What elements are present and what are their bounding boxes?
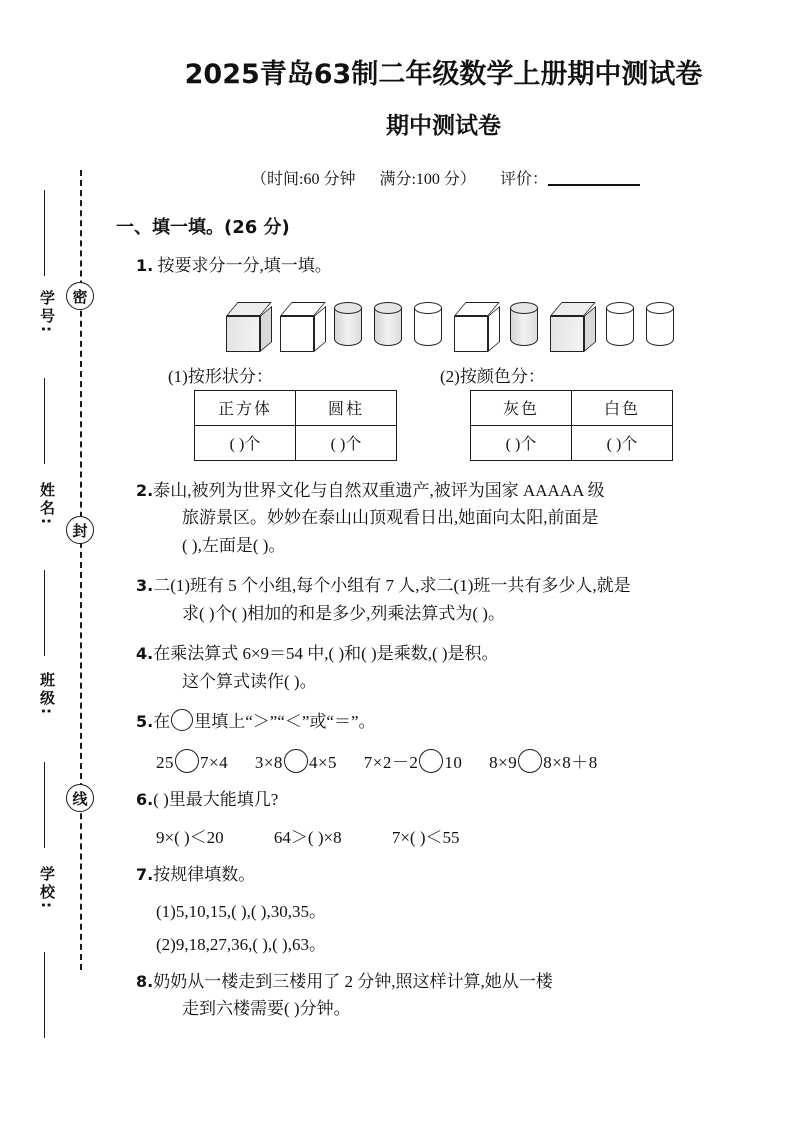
seal-char-feng: 封 [66, 516, 94, 544]
comparison-3-left: 7×2－2 [363, 752, 419, 772]
question-5-text-before: 在 [153, 712, 171, 732]
question-4 [110, 640, 807, 695]
solid-4-gray-cylinder [374, 302, 404, 352]
question-2-line-1: 泰山,被列为世界文化与自然双重遗产,被评为国家 AAAAA 级 [153, 480, 605, 500]
question-4-number: 4. [136, 644, 154, 664]
question-5-comparisons [110, 748, 807, 773]
question-6-blank-1[interactable]: 9×( )＜20 [156, 828, 224, 848]
exam-score-label: 满分:100 分） [379, 171, 476, 188]
table-row [195, 390, 397, 425]
solid-2-white-cube [280, 302, 326, 352]
exam-meta-line [110, 166, 807, 189]
question-1 [110, 252, 807, 280]
seal-field-class: 班级: [38, 672, 56, 717]
question-3-line-2[interactable]: 求( )个( )相加的和是多少,列乘法算式为( )。 [182, 603, 505, 623]
question-8-number: 8. [136, 971, 154, 991]
solid-5-white-cylinder [414, 302, 444, 352]
comparison-2-left: 3×8 [254, 752, 283, 772]
solids-illustration [110, 288, 807, 352]
question-7-text: 按规律填数。 [153, 865, 256, 885]
comparison-4-circle[interactable] [518, 749, 542, 773]
question-5-text-after: 里填上“＞”“＜”或“＝”。 [194, 712, 376, 732]
question-6-blank-3[interactable]: 7×( )＜55 [391, 828, 460, 848]
comparison-1-circle[interactable] [175, 749, 199, 773]
classification-table-by-shape [194, 390, 397, 461]
question-1-number: 1. [136, 256, 154, 275]
question-4-line-2[interactable]: 这个算式读作( )。 [182, 671, 317, 691]
paper-body [110, 0, 807, 1122]
shape-header-cube: 正方体 [195, 390, 296, 425]
question-2-line-3[interactable]: ( ),左面是( )。 [182, 535, 286, 555]
solid-1-gray-cube [226, 302, 272, 352]
question-1-sublabels [110, 362, 807, 386]
table-row [471, 425, 673, 460]
seal-rule-1 [44, 190, 45, 276]
seal-field-name: 姓名: [38, 482, 56, 527]
comparison-1-right: 7×4 [200, 752, 229, 772]
solid-7-gray-cylinder [510, 302, 540, 352]
question-8-line-1: 奶奶从一楼走到三楼用了 2 分钟,照这样计算,她从一楼 [153, 971, 553, 991]
question-5-number: 5. [136, 712, 154, 732]
question-4-line-1[interactable]: 在乘法算式 6×9＝54 中,( )和( )是乘数,( )是积。 [153, 644, 499, 664]
question-1-sub-a-label: (1)按形状分： [168, 366, 273, 386]
color-answer-gray[interactable]: ( )个 [471, 425, 572, 460]
seal-rule-5 [44, 952, 45, 1038]
comparison-4-right: 8×8＋8 [543, 752, 598, 772]
seal-char-xian: 线 [66, 784, 94, 812]
evaluation-label: 评价： [499, 171, 548, 188]
shape-header-cylinder: 圆柱 [296, 390, 397, 425]
exam-time-label: （时间:60 分钟 [251, 171, 356, 188]
question-2-line-2: 旅游景区。妙妙在泰山山顶观看日出,她面向太阳,前面是 [182, 508, 599, 528]
table-row [195, 425, 397, 460]
question-7-number: 7. [136, 865, 154, 885]
seal-char-mi: 密 [66, 282, 94, 310]
question-6-number: 6. [136, 789, 154, 809]
comparison-3[interactable] [364, 748, 463, 773]
question-3-line-1: 二(1)班有 5 个小组,每个小组有 7 人,求二(1)班一共有多少人,就是 [153, 576, 631, 596]
page-title: 2025青岛63制二年级数学上册期中测试卷 [184, 59, 703, 90]
evaluation-blank[interactable] [548, 170, 640, 186]
question-5 [110, 708, 807, 736]
comparison-2[interactable] [255, 749, 337, 773]
sealing-margin [0, 0, 110, 1122]
comparison-1[interactable] [156, 749, 228, 773]
seal-rule-3 [44, 570, 45, 656]
question-8 [110, 968, 807, 1023]
question-8-line-2[interactable]: 走到六楼需要( )分钟。 [182, 999, 351, 1019]
comparison-4[interactable] [489, 748, 598, 773]
page-subtitle: 期中测试卷 [386, 113, 501, 139]
seal-field-student-number: 学号: [38, 290, 56, 335]
seal-field-school: 学校: [38, 866, 56, 911]
question-1-sub-b-label: (2)按颜色分： [440, 366, 545, 386]
question-1-text: 按要求分一分,填一填。 [157, 256, 332, 275]
solid-3-gray-cylinder [334, 302, 364, 352]
comparison-2-right: 4×5 [308, 752, 338, 772]
color-header-gray: 灰色 [471, 390, 572, 425]
question-1-tables [110, 390, 807, 464]
question-6-blanks [110, 823, 807, 848]
question-7 [110, 861, 807, 889]
section-heading-fill-in: 一、填一填。(26 分) [116, 217, 290, 238]
solid-9-white-cylinder [606, 302, 636, 352]
seal-rule-2 [44, 378, 45, 464]
shape-answer-cube[interactable]: ( )个 [195, 425, 296, 460]
comparison-1-left: 25 [156, 752, 174, 772]
comparison-4-left: 8×9 [489, 752, 518, 772]
comparison-2-circle[interactable] [284, 749, 308, 773]
question-6-text: ( )里最大能填几? [153, 789, 279, 809]
comparison-3-circle[interactable] [419, 749, 443, 773]
comparison-3-right: 10 [444, 752, 463, 772]
question-6-blank-2[interactable]: 64＞( )×8 [273, 828, 342, 848]
color-answer-white[interactable]: ( )个 [572, 425, 673, 460]
question-7-sequence-1[interactable]: (1)5,10,15,( ),( ),30,35。 [156, 901, 326, 921]
color-header-white: 白色 [572, 390, 673, 425]
circle-placeholder-icon [171, 709, 193, 731]
question-7-sequence-2[interactable]: (2)9,18,27,36,( ),( ),63。 [156, 934, 326, 954]
question-3-number: 3. [136, 576, 154, 596]
table-row [471, 390, 673, 425]
solid-6-white-cube [454, 302, 500, 352]
question-2-number: 2. [136, 480, 154, 500]
shape-answer-cylinder[interactable]: ( )个 [296, 425, 397, 460]
question-3 [110, 572, 807, 627]
classification-table-by-color [470, 390, 673, 461]
solid-8-gray-cube [550, 302, 596, 352]
question-6 [110, 786, 807, 814]
solid-10-white-cylinder [646, 302, 676, 352]
question-2 [110, 477, 807, 560]
seal-rule-4 [44, 762, 45, 848]
